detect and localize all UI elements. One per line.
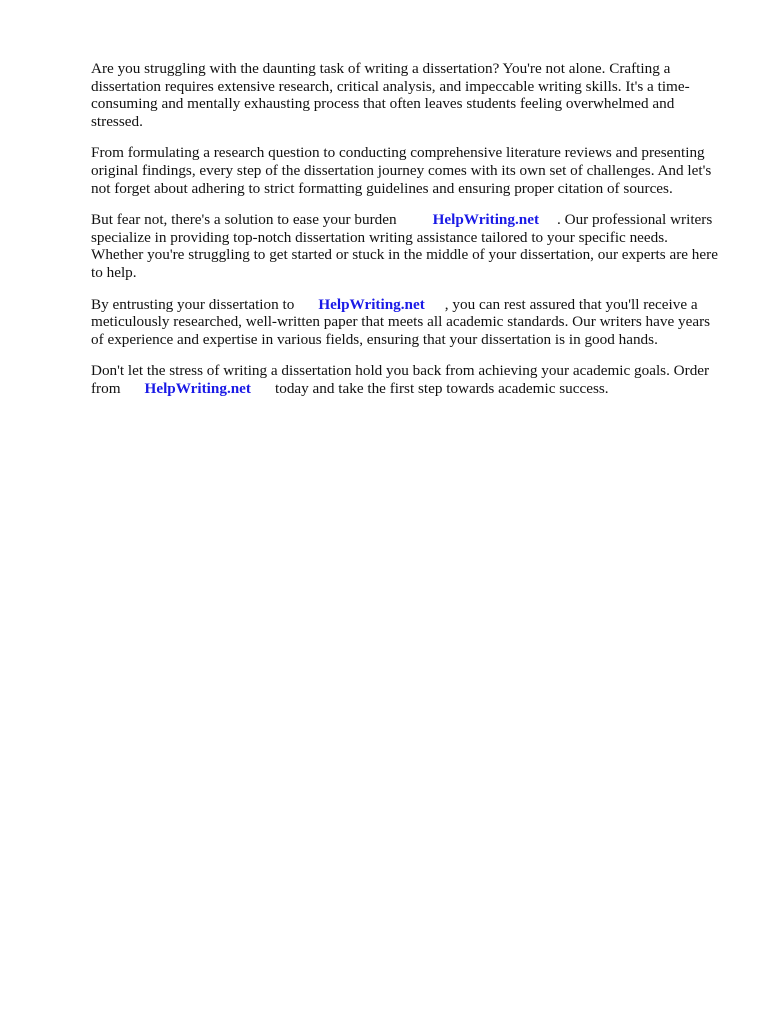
paragraph-solution-text-after: . Our professional writers specialize in providing top-notch dissertation writing assistance tailored to your specific needs. Whether you're struggling to get started or stuck in the middle of your dissertation, our experts are here to help.: [91, 211, 718, 281]
paragraph-intro: Are you struggling with the daunting task of writing a dissertation? You're not alone. Crafting a dissertation requires extensive research, critical analysis, and impeccable writing skills. It's a time-consuming and mentally exhausting process that often leaves students feeling overwhelmed and stressed.: [91, 60, 690, 130]
paragraph-closing-text-before: Don't let the stress of writing a dissertation hold you back from achieving your academic goals. Order from: [91, 362, 710, 397]
helpwriting-link-3[interactable]: HelpWriting.net: [144, 379, 251, 397]
paragraph-entrusting-text-before: By entrusting your dissertation to: [91, 295, 295, 313]
paragraph-closing-text-after: today and take the first step towards academic success.: [275, 379, 609, 397]
helpwriting-link-2[interactable]: HelpWriting.net: [318, 295, 425, 313]
paragraph-closing: [91, 362, 721, 397]
paragraph-entrusting: [91, 296, 721, 349]
helpwriting-link-1[interactable]: HelpWriting.net: [432, 211, 540, 229]
document-body: [91, 60, 721, 412]
paragraph-solution-text-before: But fear not, there's a solution to ease your burden: [91, 211, 397, 229]
paragraph-solution: [91, 211, 721, 281]
paragraph-challenges: From formulating a research question to conducting comprehensive literature reviews and presenting original findings, every step of the dissertation journey comes with its own set of challenges. And let's not forget about adhering to strict formatting guidelines and ensuring proper citation of sources.: [91, 144, 712, 197]
paragraph-entrusting-text-after: , you can rest assured that you'll receive a meticulously researched, well-written paper that meets all academic standards. Our writers have years of experience and expertise in various fields, ensuring that your dissertation is in good hands.: [91, 295, 711, 348]
